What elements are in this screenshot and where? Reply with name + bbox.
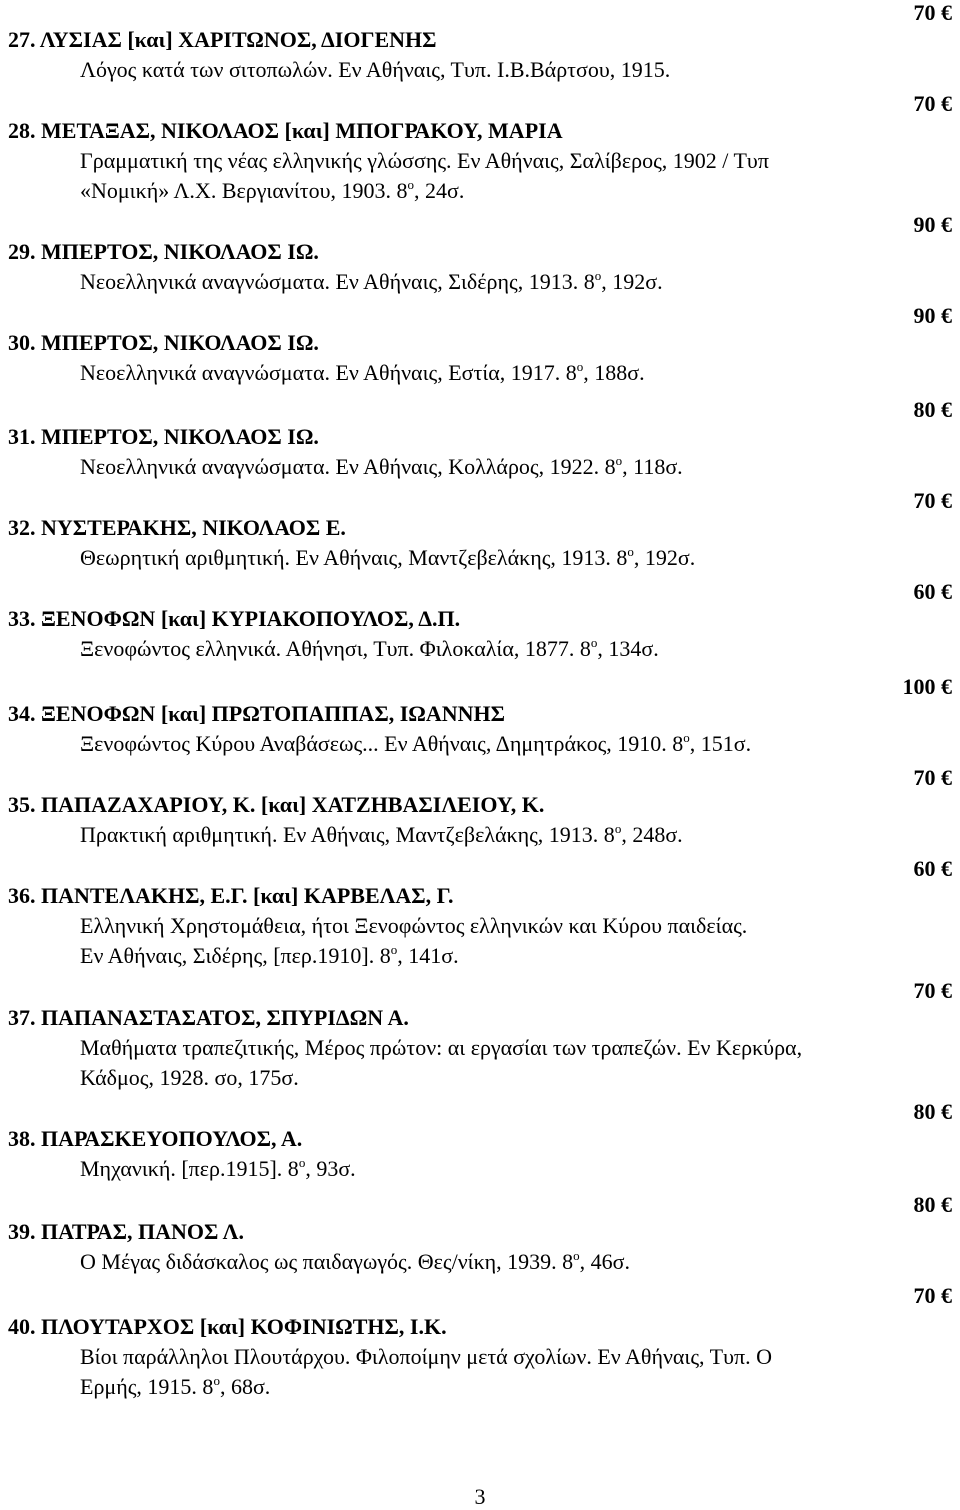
price: 70 € bbox=[913, 488, 952, 513]
description-line: Εν Αθήναις, Σιδέρης, [περ.1910]. $8^o$, 141σ. bbox=[80, 942, 459, 968]
entry-description bbox=[8, 1154, 930, 1184]
price: 80 € bbox=[913, 1099, 952, 1124]
entry-description bbox=[8, 820, 930, 850]
description-line: Μηχανική. [περ.1915]. $8^o$, 93σ. bbox=[80, 1155, 356, 1181]
description-line: Μαθήματα τραπεζιτικής, Μέρος πρώτον: αι εργασίαι των τραπεζών. Εν Κερκύρα, bbox=[80, 1035, 803, 1060]
price: 70 € bbox=[913, 978, 952, 1003]
description-line: Κάδμος, 1928. σο, 175σ. bbox=[80, 1065, 299, 1090]
price: 100 € bbox=[902, 674, 952, 699]
catalog-entry bbox=[8, 116, 930, 206]
description-line: Θεωρητική αριθμητική. Εν Αθήναις, Μαντζεβελάκης, 1913. $8^o$, 192σ. bbox=[80, 544, 696, 570]
entry-heading: 38. ΠΑΡΑΣΚΕΥΟΠΟΥΛΟΣ, Α. bbox=[8, 1126, 303, 1151]
description-line: Γραμματική της νέας ελληνικής γλώσσης. Εν Αθήναις, Σαλίβερος, 1902 / Τυπ bbox=[80, 148, 769, 173]
entry-heading: 34. ΞΕΝΟΦΩΝ [και] ΠΡΩΤΟΠΑΠΠΑΣ, ΙΩΑΝΝΗΣ bbox=[8, 701, 506, 726]
entry-heading: 39. ΠΑΤΡΑΣ, ΠΑΝΟΣ Λ. bbox=[8, 1219, 244, 1244]
entry-heading: 27. ΛΥΣΙΑΣ [και] ΧΑΡΙΤΩΝΟΣ, ΔΙΟΓΕΝΗΣ bbox=[8, 27, 437, 52]
entry-heading: 36. ΠΑΝΤΕΛΑΚΗΣ, Ε.Γ. [και] ΚΑΡΒΕΛΑΣ, Γ. bbox=[8, 883, 454, 908]
entry-heading: 40. ΠΛΟΥΤΑΡΧΟΣ [και] ΚΟΦΙΝΙΩΤΗΣ, Ι.Κ. bbox=[8, 1314, 447, 1339]
price: 80 € bbox=[913, 397, 952, 422]
page-number: 3 bbox=[474, 1484, 486, 1509]
entry-description bbox=[8, 1342, 930, 1402]
price: 70 € bbox=[913, 1283, 952, 1308]
entry-description bbox=[8, 543, 930, 573]
catalog-entry bbox=[8, 422, 930, 482]
price: 70 € bbox=[913, 91, 952, 116]
catalog-entry bbox=[8, 25, 930, 85]
description-line: Πρακτική αριθμητική. Εν Αθήναις, Μαντζεβελάκης, 1913. $8^o$, 248σ. bbox=[80, 821, 683, 847]
entry-description bbox=[8, 911, 930, 971]
catalog-entry bbox=[8, 1312, 930, 1402]
catalog-entry bbox=[8, 790, 930, 850]
catalog-entry bbox=[8, 237, 930, 297]
description-line: «Νομική» Λ.Χ. Βεργιανίτου, 1903. $8^o$, 24σ. bbox=[80, 177, 465, 203]
entry-heading: 33. ΞΕΝΟΦΩΝ [και] ΚΥΡΙΑΚΟΠΟΥΛΟΣ, Δ.Π. bbox=[8, 606, 461, 631]
catalog-entry bbox=[8, 699, 930, 759]
entry-description bbox=[8, 1247, 930, 1277]
entry-heading: 30. ΜΠΕΡΤΟΣ, ΝΙΚΟΛΑΟΣ ΙΩ. bbox=[8, 330, 319, 355]
entry-description bbox=[8, 358, 930, 388]
entry-description bbox=[8, 146, 930, 206]
price: 90 € bbox=[913, 212, 952, 237]
entry-description bbox=[8, 1033, 930, 1093]
catalog-entry bbox=[8, 1124, 930, 1184]
catalog-entry bbox=[8, 1217, 930, 1277]
description-line: Βίοι παράλληλοι Πλουτάρχου. Φιλοποίμην μετά σχολίων. Εν Αθήναις, Τυπ. Ο bbox=[80, 1344, 772, 1369]
entry-description bbox=[8, 55, 930, 85]
price: 80 € bbox=[913, 1192, 952, 1217]
catalog-entry bbox=[8, 881, 930, 971]
entry-heading: 29. ΜΠΕΡΤΟΣ, ΝΙΚΟΛΑΟΣ ΙΩ. bbox=[8, 239, 319, 264]
description-line: Νεοελληνικά αναγνώσματα. Εν Αθήναις, Κολλάρος, 1922. $8^o$, 118σ. bbox=[80, 453, 683, 479]
description-line: Νεοελληνικά αναγνώσματα. Εν Αθήναις, Εστία, 1917. $8^o$, 188σ. bbox=[80, 359, 645, 385]
description-line: Νεοελληνικά αναγνώσματα. Εν Αθήναις, Σιδέρης, 1913. $8^o$, 192σ. bbox=[80, 268, 663, 294]
description-line: Ερμής, 1915. $8^o$, 68σ. bbox=[80, 1373, 271, 1399]
catalog-entry bbox=[8, 328, 930, 388]
entry-description bbox=[8, 452, 930, 482]
price: 90 € bbox=[913, 303, 952, 328]
description-line: Ξενοφώντος ελληνικά. Αθήνησι, Τυπ. Φιλοκαλία, 1877. $8^o$, 134σ. bbox=[80, 635, 659, 661]
description-line: Ελληνική Χρηστομάθεια, ήτοι Ξενοφώντος ελληνικών και Κύρου παιδείας. bbox=[80, 913, 748, 938]
entry-description bbox=[8, 267, 930, 297]
price: 70 € bbox=[913, 0, 952, 25]
price: 60 € bbox=[913, 856, 952, 881]
entry-heading: 37. ΠΑΠΑΝΑΣΤΑΣΑΤΟΣ, ΣΠΥΡΙΔΩΝ Α. bbox=[8, 1005, 409, 1030]
catalog-entry bbox=[8, 604, 930, 664]
entry-heading: 35. ΠΑΠΑΖΑΧΑΡΙΟΥ, Κ. [και] ΧΑΤΖΗΒΑΣΙΛΕΙΟΥ, Κ. bbox=[8, 792, 545, 817]
entry-description bbox=[8, 634, 930, 664]
price: 70 € bbox=[913, 765, 952, 790]
entry-heading: 31. ΜΠΕΡΤΟΣ, ΝΙΚΟΛΑΟΣ ΙΩ. bbox=[8, 424, 319, 449]
description-line: Ο Μέγας διδάσκαλος ως παιδαγωγός. Θες/νίκη, 1939. $8^o$, 46σ. bbox=[80, 1248, 631, 1274]
entry-description bbox=[8, 729, 930, 759]
price: 60 € bbox=[913, 579, 952, 604]
catalog-entry bbox=[8, 1003, 930, 1093]
entry-heading: 32. ΝΥΣΤΕΡΑΚΗΣ, ΝΙΚΟΛΑΟΣ Ε. bbox=[8, 515, 346, 540]
description-line: Λόγος κατά των σιτοπωλών. Εν Αθήναις, Τυπ. Ι.Β.Βάρτσου, 1915. bbox=[80, 57, 671, 82]
description-line: Ξενοφώντος Κύρου Αναβάσεως... Εν Αθήναις, Δημητράκος, 1910. $8^o$, 151σ. bbox=[80, 730, 752, 756]
catalog-entry bbox=[8, 513, 930, 573]
entry-heading: 28. ΜΕΤΑΞΑΣ, ΝΙΚΟΛΑΟΣ [και] ΜΠΟΓΡΑΚΟΥ, ΜΑΡΙΑ bbox=[8, 118, 563, 143]
